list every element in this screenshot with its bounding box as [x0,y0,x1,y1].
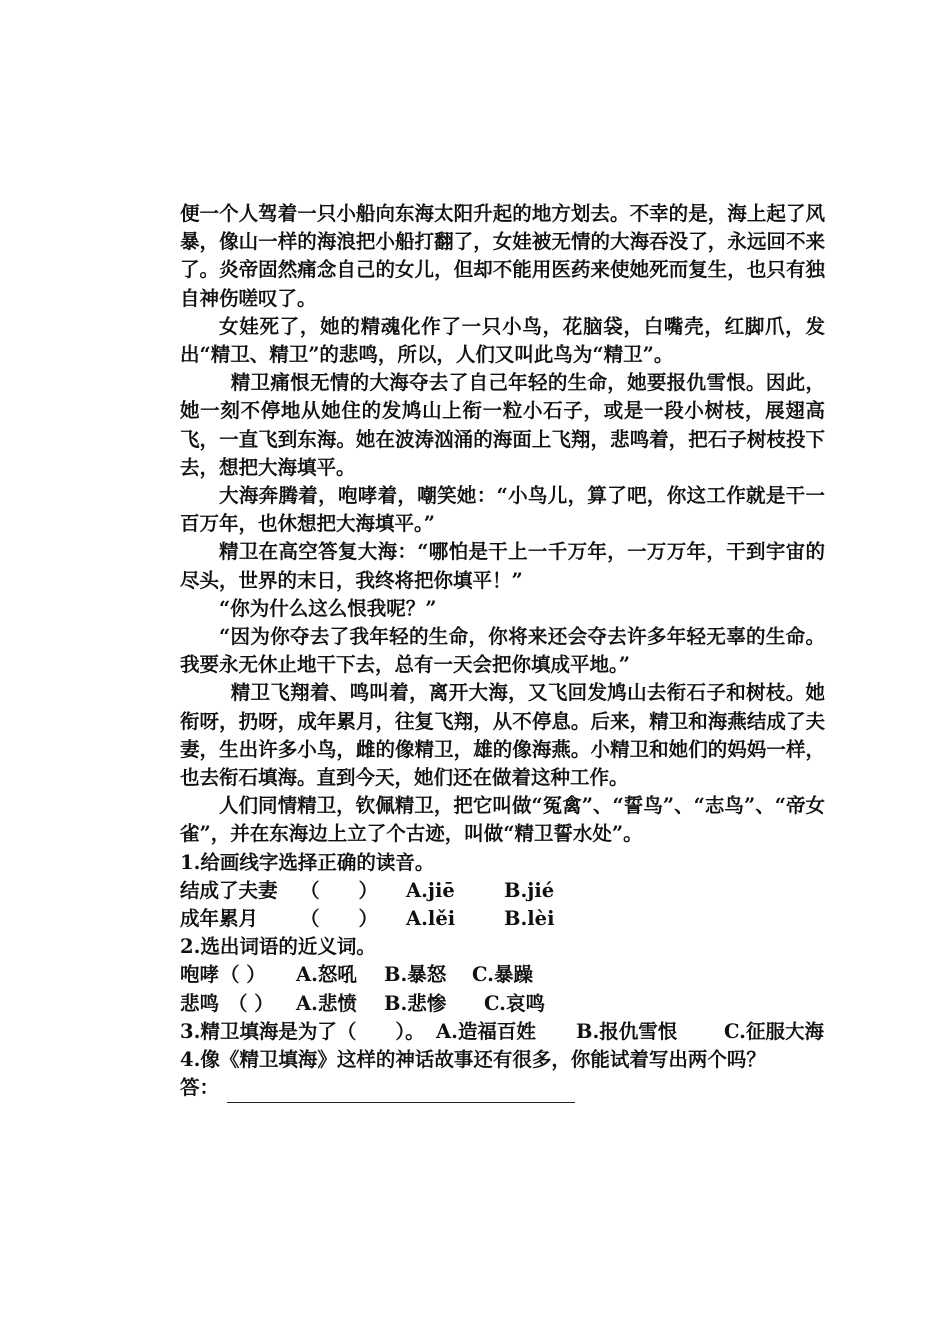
q3-stem: 3.精卫填海是为了（ ）。 [180,1019,425,1043]
question-1-row-2 [180,905,825,933]
q2-option-a[interactable]: A.怒吼 [296,963,357,987]
story-paragraph-4: 大海奔腾着，咆哮着，嘲笑她：“小鸟儿，算了吧，你这工作就是干一百万年，也休想把大海填平。” [180,484,825,536]
q1-option-a[interactable]: A.jiē [406,878,455,902]
answer-label: 答： [180,1076,220,1100]
q3-option-c[interactable]: C.征服大海 [724,1019,824,1043]
question-1-row-1 [180,877,825,905]
worksheet-content [180,200,825,1103]
q1-answer-blank[interactable]: （ ） [300,878,379,902]
q3-option-a[interactable]: A.造福百姓 [436,1019,536,1043]
q2-word: 悲鸣 [180,991,220,1015]
q2-answer-blank[interactable]: （ ） [228,991,274,1015]
story-paragraph-1: 便一个人驾着一只小船向东海太阳升起的地方划去。不幸的是，海上起了风暴，像山一样的海浪把小船打翻了，女娃被无情的大海吞没了，永远回不来了。炎帝固然痛念自己的女儿，但却不能用医药来使她死而复生，也只有独自神伤嗟叹了。 [180,202,825,310]
q2-option-c[interactable]: C.暴躁 [472,963,533,987]
q1-answer-blank[interactable]: （ ） [300,907,379,931]
question-2-row-2 [180,990,825,1018]
story-paragraph-9: 人们同情精卫，钦佩精卫，把它叫做“冤禽”、“誓鸟”、“志鸟”、“帝女雀”，并在东海边上立了个古迹，叫做“精卫誓水处”。 [180,794,825,846]
q3-option-b[interactable]: B.报仇雪恨 [576,1019,678,1043]
question-3 [180,1018,825,1046]
story-paragraph-3: 精卫痛恨无情的大海夺去了自己年轻的生命，她要报仇雪恨。因此，她一刻不停地从她住的发鸠山上衔一粒小石子，或是一段小树枝，展翅高飞，一直飞到东海。她在波涛汹涌的海面上飞翔，悲鸣着，把石子树枝投下去，想把大海填平。 [180,371,825,479]
story-paragraph-7: “因为你夺去了我年轻的生命，你将来还会夺去许多年轻无辜的生命。我要永无休止地干下去，总有一天会把你填成平地。” [180,625,825,677]
q2-answer-blank[interactable]: （ ） [220,963,266,987]
q2-option-c[interactable]: C.哀鸣 [484,991,545,1015]
story-paragraph-5: 精卫在高空答复大海：“哪怕是干上一千万年，一万万年，干到宇宙的尽头，世界的末日，我终将把你填平！” [180,540,825,592]
answer-line[interactable] [227,1082,575,1103]
q1-word: 结成了夫妻 [180,878,278,902]
question-1-title: 1.给画线字选择正确的读音。 [180,850,435,874]
q1-option-b[interactable]: B.jié [504,878,555,902]
q2-option-b[interactable]: B.暴怒 [384,963,447,987]
story-paragraph-6: “你为什么这么恨我呢？” [219,596,437,620]
q2-word: 咆哮 [180,963,220,987]
question-2-row-1 [180,961,825,989]
question-2-title: 2.选出词语的近义词。 [180,935,376,959]
q1-option-a[interactable]: A.lěi [406,907,456,931]
q2-option-a[interactable]: A.悲愤 [296,991,357,1015]
story-paragraph-2: 女娃死了，她的精魂化作了一只小鸟，花脑袋，白嘴壳，红脚爪，发出“精卫、精卫”的悲鸣，所以，人们又叫此鸟为“精卫”。 [180,314,825,367]
question-4-title: 4.像《精卫填海》这样的神话故事还有很多，你能试着写出两个吗？ [180,1048,766,1072]
q1-word: 成年累月 [180,907,259,931]
story-paragraph-8: 精卫飞翔着、鸣叫着，离开大海，又飞回发鸠山去衔石子和树枝。她衔呀，扔呀，成年累月，往复飞翔，从不停息。后来，精卫和海燕结成了夫妻，生出许多小鸟，雌的像精卫，雄的像海燕。小精卫和她们的妈妈一样，也去衔石填海。直到今天，她们还在做着这种工作。 [180,681,825,790]
q2-option-b[interactable]: B.悲惨 [384,991,447,1015]
q1-option-b[interactable]: B.lèi [504,907,555,931]
question-4-answer [180,1074,825,1102]
